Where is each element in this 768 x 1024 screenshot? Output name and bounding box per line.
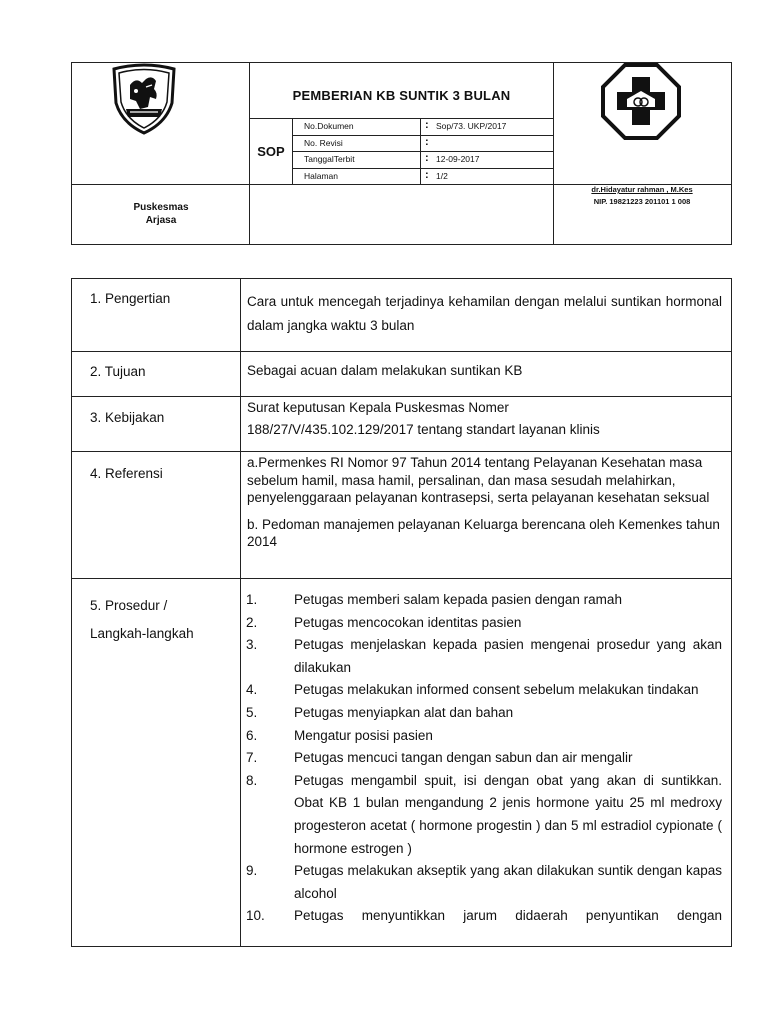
- section-label-pengertian: 1. Pengertian: [90, 291, 171, 306]
- meta-label: No.Dokumen: [304, 121, 354, 131]
- meta-colon: :: [425, 169, 429, 181]
- signatory-name: dr.Hidayatur rahman , M.Kes: [591, 185, 693, 194]
- meta-value: 12-09-2017: [436, 154, 480, 164]
- section-label-referensi: 4. Referensi: [90, 466, 163, 481]
- referensi-item-b: b. Pedoman manajemen pelayanan Keluarga berencana oleh Kemenkes tahun 2014: [247, 516, 720, 549]
- kebijakan-line-2: 188/27/V/435.102.129/2017 tentang standart layanan klinis: [247, 422, 600, 437]
- meta-colon: :: [425, 152, 429, 164]
- meta-label: No. Revisi: [304, 138, 343, 148]
- procedure-step: 7. Petugas mencuci tangan dengan sabun dan air mengalir: [246, 750, 633, 766]
- meta-label: Halaman: [304, 171, 339, 181]
- procedure-step: 6. Mengatur posisi pasien: [246, 727, 433, 743]
- prosedur-label-line-2: Langkah-langkah: [90, 626, 194, 641]
- district-crest-logo: [106, 63, 182, 135]
- sop-label: SOP: [257, 144, 285, 159]
- prosedur-label-line-1: 5. Prosedur /: [90, 598, 168, 613]
- puskesmas-label: Puskesmas: [133, 202, 189, 213]
- puskesmas-location: Arjasa: [145, 215, 177, 226]
- procedure-step: 10. Petugas menyuntikkan jarum didaerah penyuntikan dengan: [246, 908, 722, 924]
- meta-value: Sop/73. UKP/2017: [436, 121, 507, 131]
- procedure-step: 9. Petugas melakukan akseptik yang akan dilakukan suntik dengan kapas alcohol: [246, 863, 722, 901]
- section-label-tujuan: 2. Tujuan: [90, 364, 146, 379]
- meta-row-tanggal-terbit: [292, 151, 553, 167]
- section-label-prosedur: [90, 592, 194, 648]
- meta-colon: :: [425, 136, 429, 148]
- section-text-pengertian: Cara untuk mencegah terjadinya kehamilan dengan melalui suntikan hormonal dalam jangka waktu 3 bulan: [247, 294, 722, 333]
- procedure-step: 2. Petugas mencocokan identitas pasien: [246, 614, 522, 630]
- procedure-step: 5. Petugas menyiapkan alat dan bahan: [246, 704, 514, 720]
- procedure-step: 3. Petugas menjelaskan kepada pasien mengenai prosedur yang akan dilakukan: [246, 637, 722, 675]
- procedure-step: 4. Petugas melakukan informed consent sebelum melakukan tindakan: [246, 682, 699, 698]
- meta-row-no-dokumen: [292, 118, 553, 134]
- meta-row-no-revisi: [292, 135, 553, 151]
- meta-label: TanggalTerbit: [304, 154, 355, 164]
- document-title: PEMBERIAN KB SUNTIK 3 BULAN: [292, 88, 511, 103]
- puskesmas-name: [72, 201, 250, 227]
- meta-colon: :: [425, 119, 429, 131]
- meta-row-halaman: [292, 168, 553, 184]
- procedure-list: [246, 589, 722, 928]
- procedure-step: 1. Petugas memberi salam kepada pasien dengan ramah: [246, 592, 622, 607]
- kebijakan-line-1: Surat keputusan Kepala Puskesmas Nomer: [247, 400, 509, 415]
- procedure-step: 8. Petugas mengambil spuit, isi dengan obat yang akan di suntikkan. Obat KB 1 bulan mengandung 2 jenis hormone yaitu 25 ml medroxy progesteron acetat ( hormone progestin ) dan 5 ml estradiol cypionate ( hormone estrogen ): [246, 772, 722, 856]
- section-label-kebijakan: 3. Kebijakan: [90, 410, 165, 425]
- section-text-kebijakan: [247, 397, 722, 441]
- section-text-referensi: [247, 454, 722, 551]
- puskesmas-cross-logo: [601, 63, 681, 140]
- referensi-item-a: a.Permenkes RI Nomor 97 Tahun 2014 tentang Pelayanan Kesehatan masa sebelum hamil, masa hamil, persalinan, dan masa sesudah melahirkan, penyelenggaraan pelayanan kontrasepsi, serta pelayanan kesehatan seksual: [247, 455, 710, 505]
- meta-value: 1/2: [436, 171, 448, 181]
- signatory-nip: NIP. 19821223 201101 1 008: [593, 197, 691, 206]
- section-text-tujuan: Sebagai acuan dalam melakukan suntikan KB: [247, 363, 523, 378]
